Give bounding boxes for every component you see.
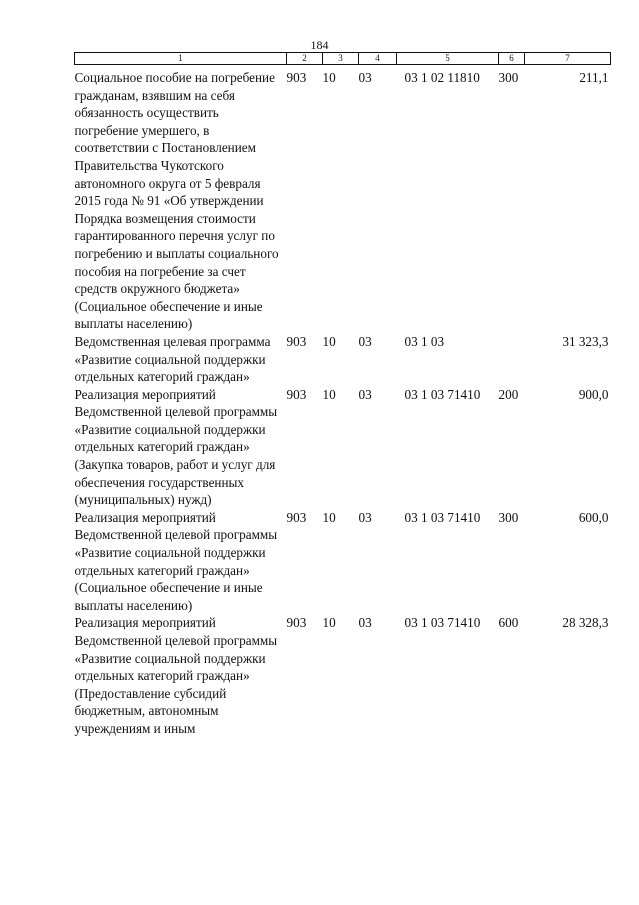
table-row	[75, 386, 611, 509]
column-header-5: 5	[397, 53, 499, 65]
row-subsection: 03	[358, 70, 372, 85]
row-expense-type: 300	[498, 509, 519, 525]
table-header	[75, 53, 611, 65]
table-row	[75, 614, 611, 737]
column-header-2: 2	[287, 53, 323, 65]
row-expense-type: 600	[498, 615, 519, 631]
row-name: Реализация мероприятий Ведомственной целевой программы «Развитие социальной поддержки отдельных категорий граждан» (Предоставление субсидий бюджетным, автономным учреждениям и иным	[74, 615, 278, 736]
row-target-article: 03 1 03 71410	[404, 386, 481, 402]
row-subsection: 03	[358, 615, 372, 631]
row-name: Реализация мероприятий Ведомственной целевой программы «Развитие социальной поддержки отдельных категорий граждан» (Закупка товаров, работ и услуг для обеспечения государственных (муниципальных) нужд)	[74, 386, 278, 508]
row-name: Реализация мероприятий Ведомственной целевой программы «Развитие социальной поддержки отдельных категорий граждан» (Социальное обеспечение и иные выплаты населению)	[74, 509, 278, 613]
column-header-7: 7	[525, 53, 611, 65]
row-sum: 28 328,3	[562, 615, 609, 631]
row-name: Ведомственная целевая программа «Развитие социальной поддержки отдельных категорий граждан»	[74, 333, 271, 385]
row-target-article: 03 1 03 71410	[404, 509, 481, 525]
row-subsection: 03	[358, 509, 372, 525]
row-grbs: 903	[286, 333, 307, 349]
row-section: 10	[322, 615, 336, 631]
table-row	[75, 65, 611, 333]
row-sum: 600,0	[578, 509, 609, 525]
row-grbs: 903	[286, 386, 307, 402]
row-section: 10	[322, 333, 336, 349]
column-header-1: 1	[75, 53, 287, 65]
row-target-article: 03 1 03 71410	[404, 615, 481, 631]
row-name: Социальное пособие на погребение гражданам, взявшим на себя обязанность осуществить погребение умершего, в соответствии с Постановлением Правительства Чукотского автономного округа от 5 февраля 2015 года № 91 «Об утверждении Порядка возмещения стоимости гарантированного перечня услуг по погребению и выплаты социального пособия на погребение за счет средств окружного бюджета» (Социальное обеспечение и иные выплаты населению)	[74, 70, 279, 332]
row-expense-type: 300	[498, 70, 519, 85]
row-grbs: 903	[286, 615, 307, 631]
row-section: 10	[322, 70, 336, 85]
column-header-3: 3	[323, 53, 359, 65]
page-number: 184	[310, 38, 329, 52]
table-row	[75, 509, 611, 615]
row-expense-type: 200	[498, 386, 519, 402]
budget-table	[74, 52, 611, 738]
row-sum: 211,1	[579, 70, 609, 85]
row-section: 10	[322, 386, 336, 402]
row-section: 10	[322, 509, 336, 525]
row-grbs: 903	[286, 509, 307, 525]
column-header-4: 4	[359, 53, 397, 65]
column-header-6: 6	[499, 53, 525, 65]
row-expense-type	[499, 333, 525, 386]
row-target-article: 03 1 03	[404, 333, 445, 349]
row-sum: 900,0	[578, 386, 609, 402]
table-body	[75, 65, 611, 738]
table-row	[75, 333, 611, 386]
header-row	[75, 53, 611, 65]
row-sum: 31 323,3	[562, 333, 609, 349]
row-subsection: 03	[358, 333, 372, 349]
row-target-article: 03 1 02 11810	[404, 70, 480, 85]
row-grbs: 903	[286, 70, 307, 85]
row-subsection: 03	[358, 386, 372, 402]
